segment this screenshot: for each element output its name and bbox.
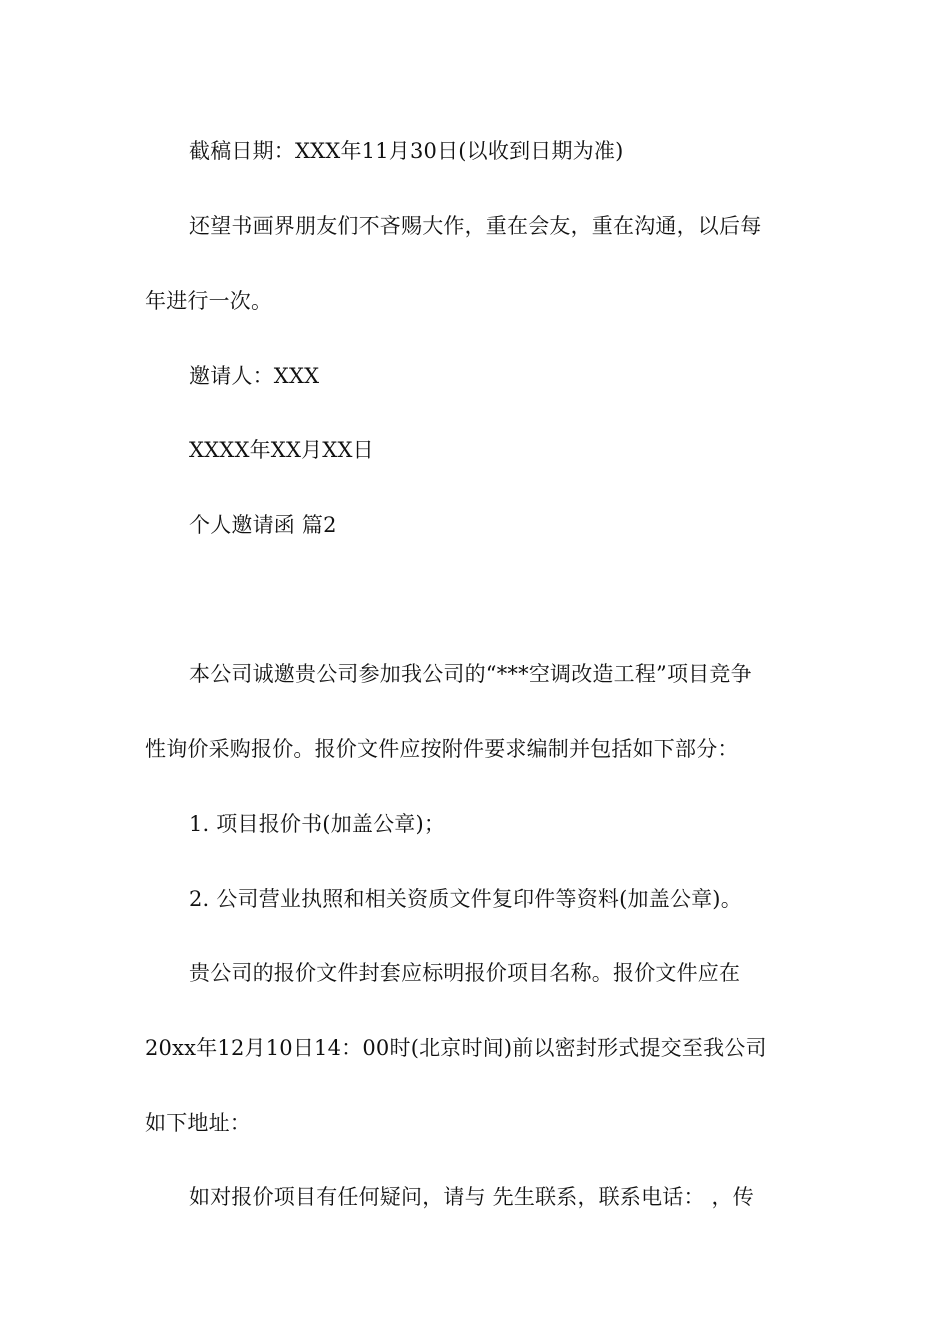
- paragraph-line: 性询价采购报价。报价文件应按附件要求编制并包括如下部分：: [145, 737, 739, 761]
- paragraph-line: 20xx年12月10日14：00时(北京时间)前以密封形式提交至我公司: [145, 1036, 767, 1060]
- paragraph-line: 还望书画界朋友们不吝赐大作，重在会友，重在沟通，以后每: [189, 214, 762, 238]
- date-line: XXXX年XX月XX日: [189, 438, 374, 462]
- section-title: 个人邀请函 篇2: [189, 513, 337, 537]
- list-item: 2. 公司营业执照和相关资质文件复印件等资料(加盖公章)。: [189, 887, 742, 911]
- paragraph-line: 贵公司的报价文件封套应标明报价项目名称。报价文件应在: [189, 961, 741, 985]
- paragraph-line: 本公司诚邀贵公司参加我公司的“***空调改造工程”项目竞争: [189, 662, 752, 686]
- paragraph-line: 年进行一次。: [145, 289, 273, 313]
- paragraph-line: 如下地址：: [145, 1111, 251, 1135]
- deadline-line: 截稿日期：XXX年11月30日(以收到日期为准): [189, 139, 624, 163]
- inviter-line: 邀请人：XXX: [189, 364, 320, 388]
- paragraph-line: 如对报价项目有任何疑问，请与 先生联系，联系电话： ，传: [189, 1185, 754, 1209]
- list-item: 1. 项目报价书(加盖公章)；: [189, 812, 446, 836]
